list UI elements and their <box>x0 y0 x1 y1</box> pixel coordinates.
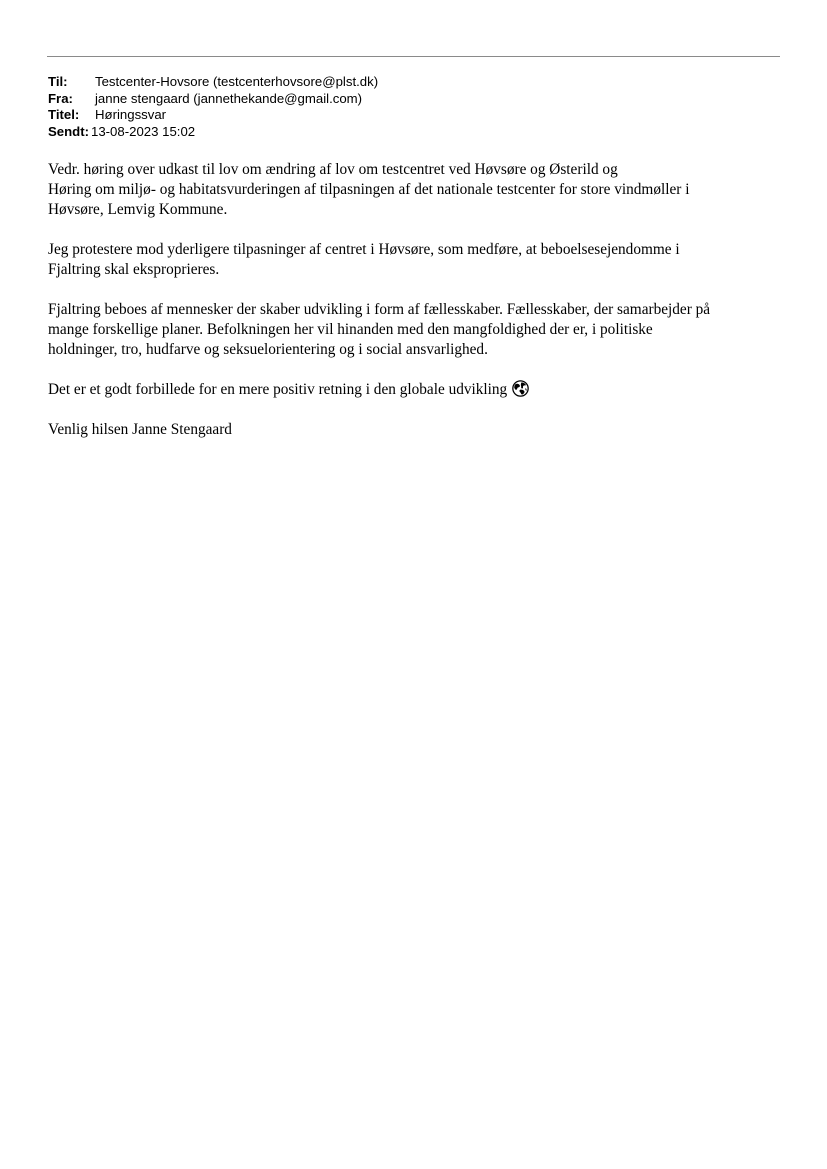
globe-icon <box>512 380 529 397</box>
header-subject-label: Titel: <box>48 107 80 122</box>
body-paragraph-2: Jeg protestere mod yderligere tilpasninger af centret i Høvsøre, som medføre, at beboelsesejendomme i Fjaltring skal eksproprieres. <box>48 241 680 278</box>
header-sent-label: Sendt: <box>48 123 90 139</box>
body-paragraph-4 <box>48 380 778 400</box>
header-subject <box>48 107 378 124</box>
body-signoff: Venlig hilsen Janne Stengaard <box>48 421 232 438</box>
email-body <box>48 160 778 460</box>
header-sent <box>48 124 378 141</box>
header-sent-value: 13-08-2023 15:02 <box>91 123 196 139</box>
header-to <box>48 74 378 91</box>
header-to-label: Til: <box>48 74 68 89</box>
header-subject-value: Høringssvar <box>95 107 167 122</box>
email-headers <box>48 74 378 140</box>
header-to-value: Testcenter-Hovsore (testcenterhovsore@plst.dk) <box>95 74 379 89</box>
header-from-value: janne stengaard (jannethekande@gmail.com) <box>95 90 363 106</box>
header-divider <box>47 56 780 57</box>
body-paragraph-4-text: Det er et godt forbillede for en mere positiv retning i den globale udvikling <box>48 381 508 398</box>
header-from-label: Fra: <box>48 90 73 106</box>
body-paragraph-3: Fjaltring beboes af mennesker der skaber udvikling i form af fællesskaber. Fællesskaber, der samarbejder på mange forskellige planer. Befolkningen her vil hinanden med den mangfoldighed der er, i politiske holdninger, tro, hudfarve og seksuelorientering og i social ansvarlighed. <box>48 301 711 358</box>
header-from <box>48 91 378 108</box>
body-paragraph-1: Vedr. høring over udkast til lov om ændring af lov om testcentret ved Høvsøre og Østerild og Høring om miljø- og habitatsvurderingen af tilpasningen af det nationale testcenter for store vindmøller i Høvsøre, Lemvig Kommune. <box>48 161 690 218</box>
